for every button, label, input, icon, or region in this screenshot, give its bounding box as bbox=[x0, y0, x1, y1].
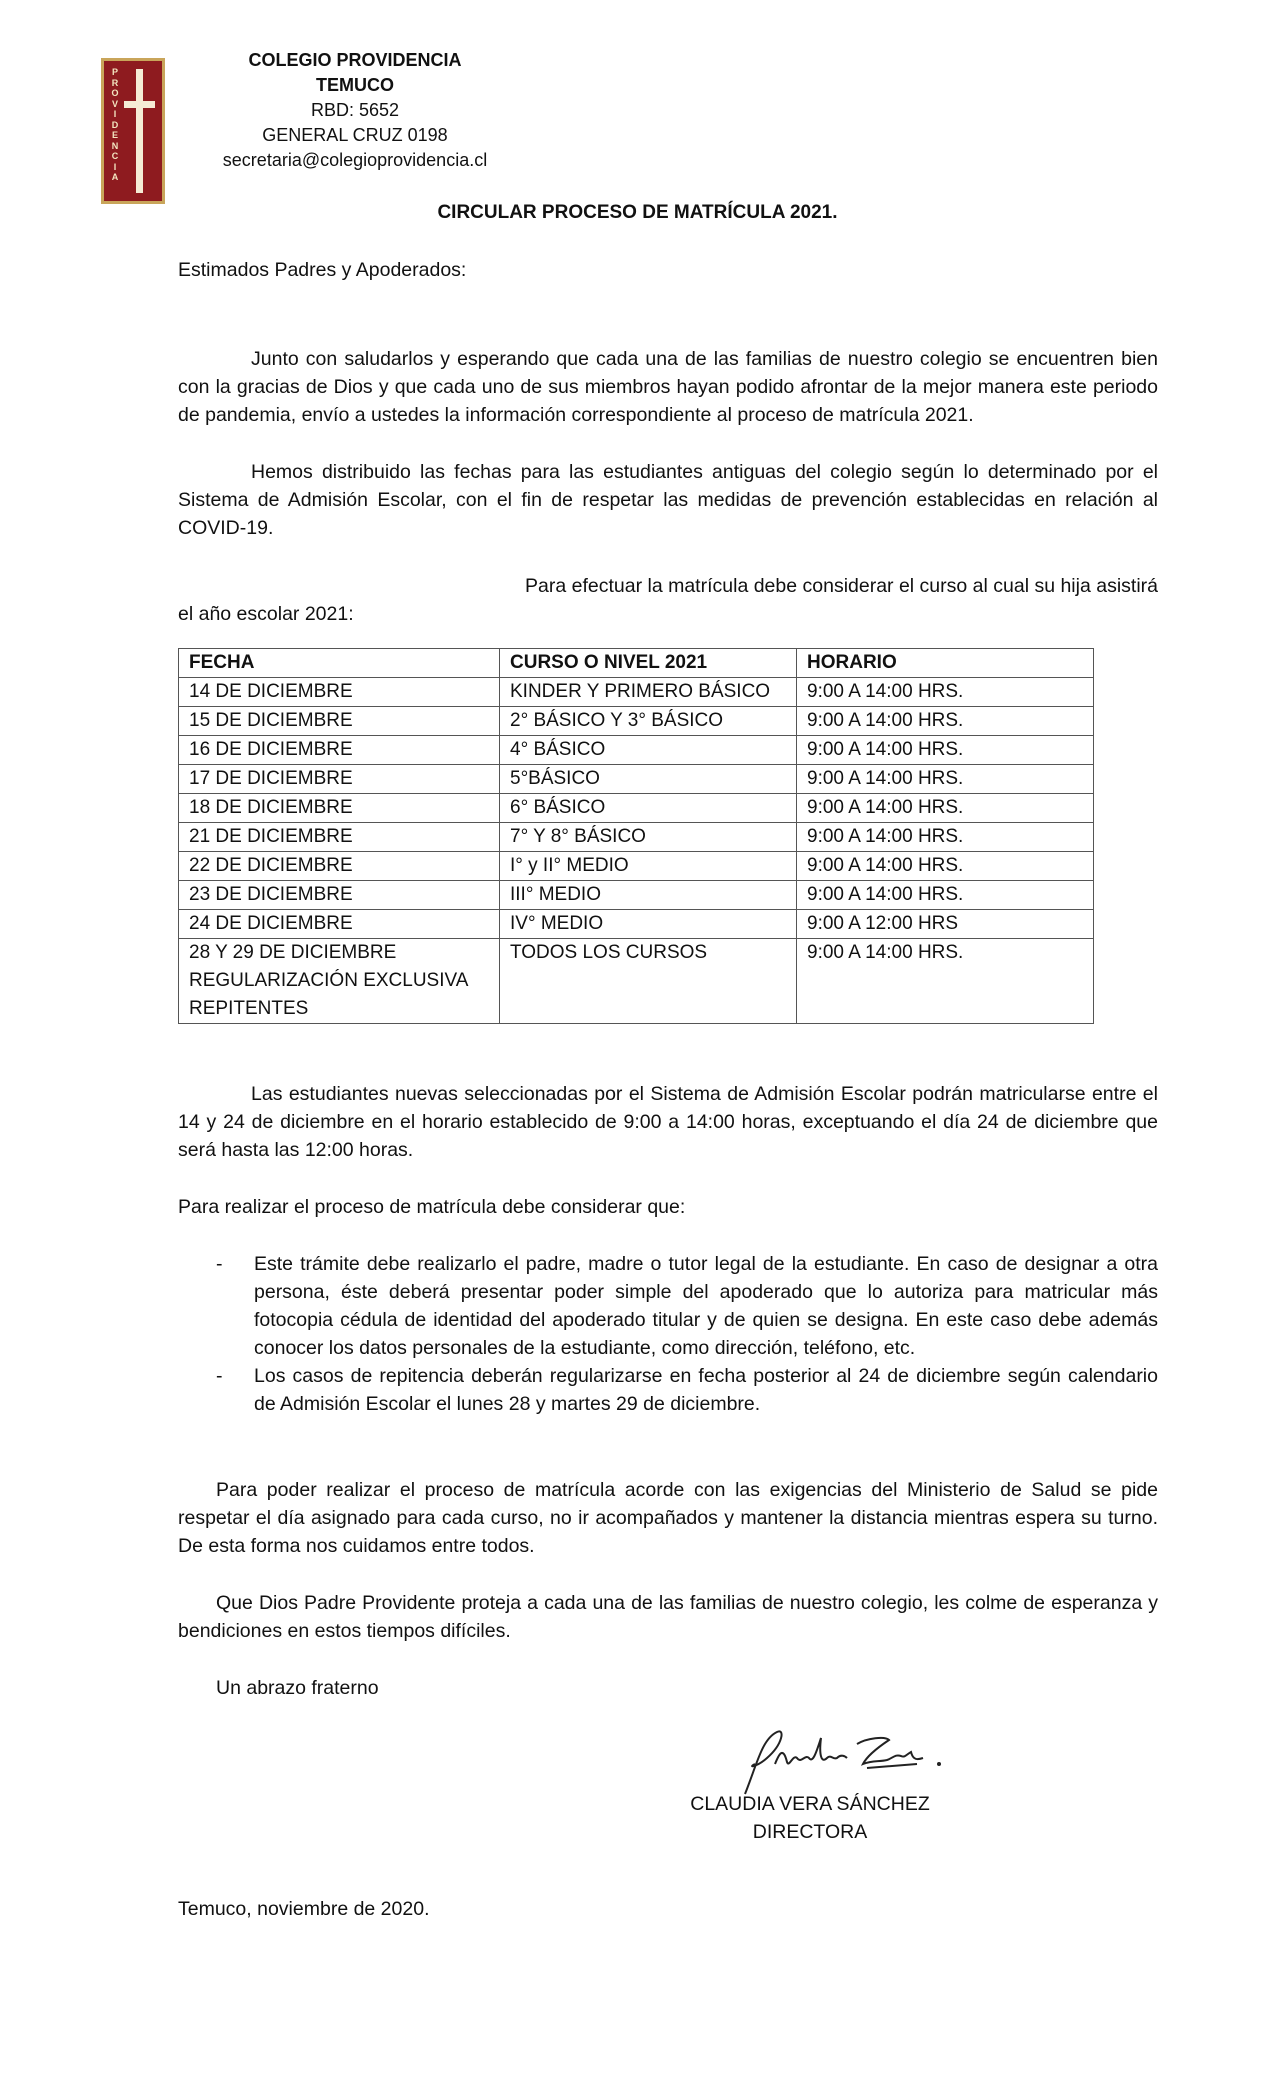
letterhead bbox=[180, 48, 530, 173]
cell-course: TODOS LOS CURSOS bbox=[500, 939, 797, 1024]
header-time: HORARIO bbox=[797, 649, 1094, 678]
table-row bbox=[179, 736, 1094, 765]
list-item bbox=[178, 1362, 1158, 1418]
bullet-marker: - bbox=[216, 1253, 223, 1275]
table-row bbox=[179, 852, 1094, 881]
cell-course: III° MEDIO bbox=[500, 881, 797, 910]
school-logo bbox=[101, 58, 165, 204]
cell-course: 4° BÁSICO bbox=[500, 736, 797, 765]
list-item-text: Los casos de repitencia deberán regularizarse en fecha posterior al 24 de diciembre según calendario de Admisión Escolar el lunes 28 y martes 29 de diciembre. bbox=[254, 1365, 1158, 1415]
consider-course-line: Para efectuar la matrícula debe considerar el curso al cual su hija asistirá bbox=[525, 575, 1158, 597]
table-row bbox=[179, 881, 1094, 910]
cell-course: 6° BÁSICO bbox=[500, 794, 797, 823]
date-line: Temuco, noviembre de 2020. bbox=[178, 1898, 430, 1920]
signatory-role: DIRECTORA bbox=[752, 1821, 868, 1843]
school-rbd: RBD: 5652 bbox=[310, 100, 400, 120]
bullet-marker: - bbox=[216, 1365, 223, 1387]
handwritten-signature bbox=[717, 1724, 947, 1800]
cell-course: 5°BÁSICO bbox=[500, 765, 797, 794]
school-city: TEMUCO bbox=[316, 75, 394, 95]
cell-time: 9:00 A 14:00 HRS. bbox=[797, 707, 1094, 736]
date-line: 28 Y 29 DE DICIEMBRE bbox=[189, 942, 397, 963]
cell-date-multiline bbox=[179, 939, 500, 1024]
consider-intro: Para realizar el proceso de matrícula debe considerar que: bbox=[178, 1196, 686, 1218]
header-course: CURSO O NIVEL 2021 bbox=[500, 649, 797, 678]
table-row bbox=[179, 678, 1094, 707]
cell-course: IV° MEDIO bbox=[500, 910, 797, 939]
cell-time: 9:00 A 14:00 HRS. bbox=[797, 852, 1094, 881]
logo-text: P R O V I D E N C I A bbox=[111, 67, 119, 182]
table-row bbox=[179, 707, 1094, 736]
blessing-paragraph: Que Dios Padre Providente proteja a cada una de las familias de nuestro colegio, les colme de esperanza y bendiciones en estos tiempos difíciles. bbox=[178, 1592, 1158, 1642]
cell-date: 23 DE DICIEMBRE bbox=[179, 881, 500, 910]
date-line: REGULARIZACIÓN EXCLUSIVA bbox=[189, 970, 469, 991]
table-row bbox=[179, 910, 1094, 939]
cell-time: 9:00 A 14:00 HRS. bbox=[797, 765, 1094, 794]
date-line: REPITENTES bbox=[189, 998, 309, 1019]
cell-date: 24 DE DICIEMBRE bbox=[179, 910, 500, 939]
cell-time: 9:00 A 14:00 HRS. bbox=[797, 939, 1094, 1024]
health-paragraph: Para poder realizar el proceso de matrícula acorde con las exigencias del Ministerio de Salud se pide respetar el día asignado para cada curso, no ir acompañados y mantener la distancia mientras espera su turno. De esta forma nos cuidamos entre todos. bbox=[178, 1479, 1158, 1557]
table-row bbox=[179, 765, 1094, 794]
cell-date: 15 DE DICIEMBRE bbox=[179, 707, 500, 736]
schedule-table bbox=[178, 648, 1094, 1024]
signatory-name: CLAUDIA VERA SÁNCHEZ bbox=[690, 1793, 930, 1815]
cell-course: 7° Y 8° BÁSICO bbox=[500, 823, 797, 852]
list-item-text: Este trámite debe realizarlo el padre, madre o tutor legal de la estudiante. En caso de designar a otra persona, éste deberá presentar poder simple del apoderado que lo autoriza para matricular más fotocopia cédula de identidad del apoderado titular y de quien se designa. En este caso debe además conocer los datos personales de la estudiante, como dirección, teléfono, etc. bbox=[254, 1253, 1158, 1359]
cell-date: 16 DE DICIEMBRE bbox=[179, 736, 500, 765]
greeting: Estimados Padres y Apoderados: bbox=[178, 259, 467, 281]
cell-time: 9:00 A 14:00 HRS. bbox=[797, 736, 1094, 765]
document-title: CIRCULAR PROCESO DE MATRÍCULA 2021. bbox=[437, 202, 838, 223]
cell-course: KINDER Y PRIMERO BÁSICO bbox=[500, 678, 797, 707]
signatory bbox=[600, 1790, 1020, 1846]
table-header-row bbox=[179, 649, 1094, 678]
cell-course: I° y II° MEDIO bbox=[500, 852, 797, 881]
intro-paragraph: Junto con saludarlos y esperando que cada una de las familias de nuestro colegio se encuentren bien con la gracias de Dios y que cada uno de sus miembros hayan podido afrontar de la mejor manera este periodo de pandemia, envío a ustedes la información correspondiente al proceso de matrícula 2021. bbox=[178, 348, 1158, 426]
school-email: secretaria@colegioprovidencia.cl bbox=[222, 150, 488, 170]
cell-time: 9:00 A 14:00 HRS. bbox=[797, 678, 1094, 707]
new-students-paragraph: Las estudiantes nuevas seleccionadas por el Sistema de Admisión Escolar podrán matricularse entre el 14 y 24 de diciembre en el horario establecido de 9:00 a 14:00 horas, exceptuando el día 24 de diciembre que será hasta las 12:00 horas. bbox=[178, 1083, 1158, 1161]
dates-paragraph: Hemos distribuido las fechas para las estudiantes antiguas del colegio según lo determinado por el Sistema de Admisión Escolar, con el fin de respetar las medidas de prevención establecidas en relación al COVID-19. bbox=[178, 461, 1158, 539]
header-date: FECHA bbox=[179, 649, 500, 678]
cell-time: 9:00 A 14:00 HRS. bbox=[797, 881, 1094, 910]
closing-line: Un abrazo fraterno bbox=[216, 1677, 379, 1699]
requirements-list bbox=[178, 1250, 1158, 1418]
cell-time: 9:00 A 12:00 HRS bbox=[797, 910, 1094, 939]
list-item bbox=[178, 1250, 1158, 1362]
cell-date: 18 DE DICIEMBRE bbox=[179, 794, 500, 823]
school-address: GENERAL CRUZ 0198 bbox=[262, 125, 448, 145]
cell-date: 17 DE DICIEMBRE bbox=[179, 765, 500, 794]
cell-course: 2° BÁSICO Y 3° BÁSICO bbox=[500, 707, 797, 736]
school-year-line: el año escolar 2021: bbox=[178, 603, 354, 625]
table-row-regularization bbox=[179, 939, 1094, 1024]
cell-date: 14 DE DICIEMBRE bbox=[179, 678, 500, 707]
cell-date: 22 DE DICIEMBRE bbox=[179, 852, 500, 881]
cell-date: 21 DE DICIEMBRE bbox=[179, 823, 500, 852]
cell-time: 9:00 A 14:00 HRS. bbox=[797, 794, 1094, 823]
school-name: COLEGIO PROVIDENCIA bbox=[248, 50, 462, 70]
cell-time: 9:00 A 14:00 HRS. bbox=[797, 823, 1094, 852]
table-row bbox=[179, 823, 1094, 852]
table-row bbox=[179, 794, 1094, 823]
